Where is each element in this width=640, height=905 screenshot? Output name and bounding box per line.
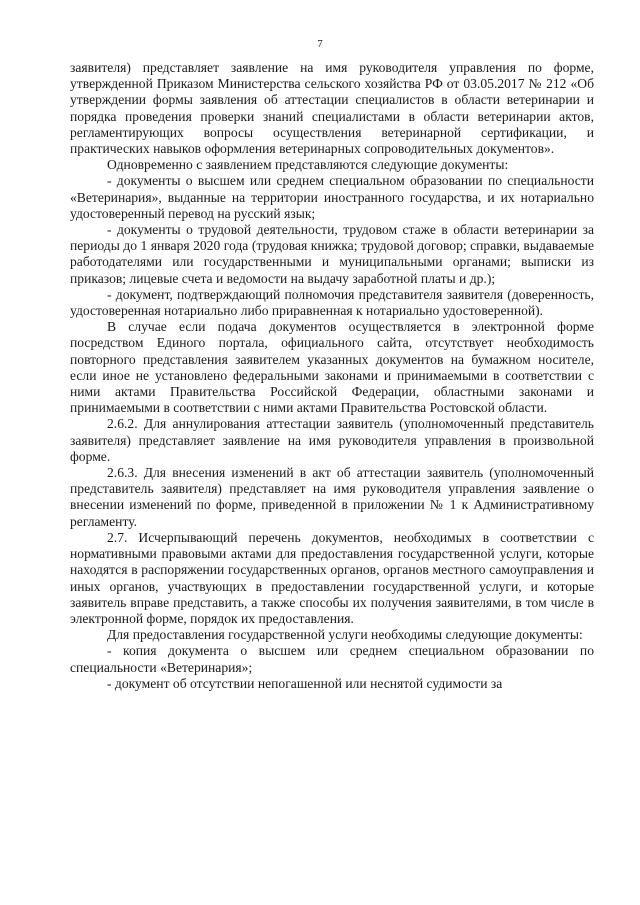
paragraph-2-6-3: 2.6.3. Для внесения изменений в акт об аттестации заявитель (уполномоченный представитель заявителя) представляет на имя руководителя управления заявление о внесении изменений по форме, приведенной в приложении № 1 к Административному регламенту. xyxy=(70,465,594,529)
list-item-no-criminal-record: - документ об отсутствии непогашенной или неснятой судимости за xyxy=(107,675,503,691)
paragraph-2-6-2: 2.6.2. Для аннулирования аттестации заявитель (уполномоченный представитель заявителя) представляет заявление на имя руководителя управления в произвольной форме. xyxy=(70,416,594,464)
list-item-work-history: - документы о трудовой деятельности, трудовом стаже в области ветеринарии за периоды до 1 января 2020 года (трудовая книжка; трудовой договор; справки, выдаваемые работодателями или государственными и муниципальными органами; выписки из приказов; лицевые счета и ведомости на выдачу заработной платы и др.); xyxy=(70,222,594,286)
paragraph-continuation: заявителя) представляет заявление на имя руководителя управления по форме, утвержденной Приказом Министерства сельского хозяйства РФ от 03.05.2017 № 212 «Об утверждении формы заявления об аттестации специалистов в области ветеринарии и порядка проведения проверки знаний специалистами в области ветеринарии актов, регламентирующих вопросы осуществления ветеринарной сертификации, и практических навыков оформления ветеринарных сопроводительных документов». xyxy=(70,60,594,157)
list-item-diploma-copy: - копия документа о высшем или среднем специальном образовании по специальности «Ветеринария»; xyxy=(70,643,594,675)
paragraph-2-7: 2.7. Исчерпывающий перечень документов, необходимых в соответствии с нормативными правовыми актами для предоставления государственной услуги, которые находятся в распоряжении государственных органов, органов местного самоуправления и иных органов, участвующих в предоставлении государственной услуги, и которые заявитель вправе представить, а также способы их получения заявителями, в том числе в электронной форме, порядок их предоставления. xyxy=(70,529,594,626)
paragraph-required-documents: Для предоставления государственной услуги необходимы следующие документы: xyxy=(107,627,583,643)
document-body xyxy=(70,60,594,692)
list-item-foreign-diploma: - документы о высшем или среднем специальном образовании по специальности «Ветеринария», выданные на территории иностранного государства, и их нотариально удостоверенный перевод на русский язык; xyxy=(70,173,594,221)
paragraph-documents-intro: Одновременно с заявлением представляются следующие документы: xyxy=(107,157,509,173)
paragraph-electronic-submission: В случае если подача документов осуществляется в электронной форме посредством Единого портала, официального сайта, отсутствует необходимость повторного представления заявителем указанных документов на бумажном носителе, если иное не установлено федеральными законами и принимаемыми в соответствии с ними актами Правительства Российской Федерации, областными законами и принимаемыми в соответствии с ними актами Правительства Ростовской области. xyxy=(70,319,594,416)
page-number: 7 xyxy=(317,38,323,50)
list-item-power-of-attorney: - документ, подтверждающий полномочия представителя заявителя (доверенность, удостоверенная нотариально либо приравненная к нотариально удостоверенной). xyxy=(70,286,594,319)
